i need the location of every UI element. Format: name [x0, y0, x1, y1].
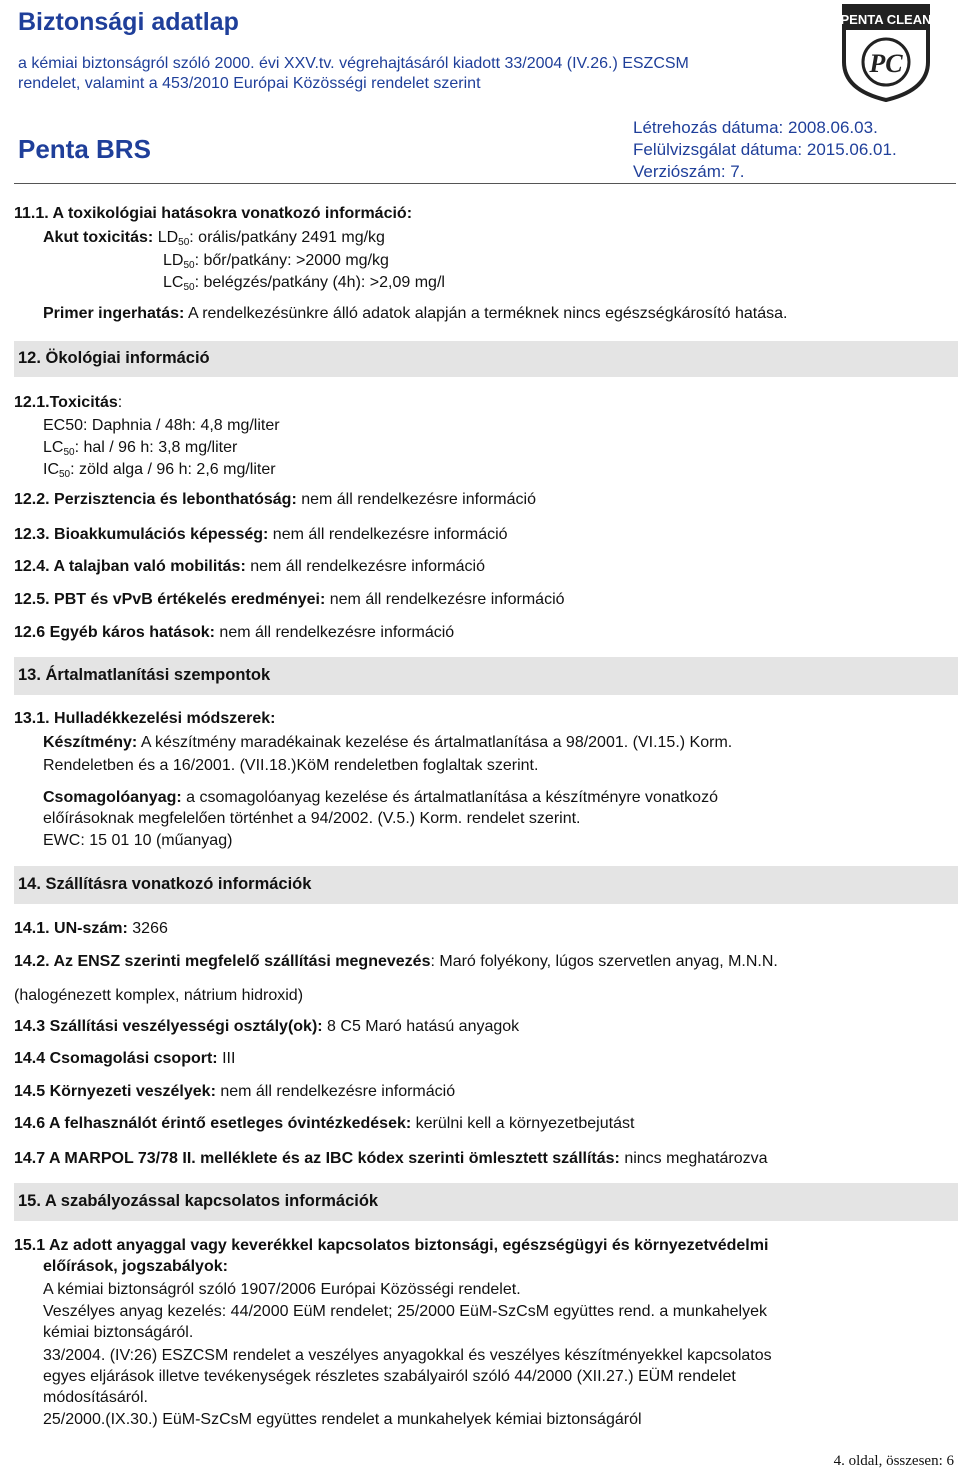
- other-effects: 12.6 Egyéb káros hatások: nem áll rendelkezésre információ: [14, 624, 455, 641]
- regulation-3-cont: egyes eljárások illetve tevékenységek részletes szabályairól szóló 44/2000 (XII.27.) EÜM rendelet: [43, 1368, 736, 1385]
- hazard-class: 14.3 Szállítási veszélyességi osztály(ok): 8 C5 Maró hatású anyagok: [14, 1018, 520, 1035]
- environmental-hazards: 14.5 Környezeti veszélyek: nem áll rendelkezésre információ: [14, 1083, 456, 1100]
- ewc-code: EWC: 15 01 10 (műanyag): [43, 832, 233, 849]
- product-name: Penta BRS: [18, 134, 151, 164]
- review-date: Felülvizsgálat dátuma: 2015.06.01.: [633, 140, 897, 159]
- s13-heading: 13. Ártalmatlanítási szempontok: [18, 666, 271, 684]
- toxicity-heading: 12.1.Toxicitás:: [14, 394, 123, 411]
- regulations-heading-1: 15.1 Az adott anyaggal vagy keverékkel kapcsolatos biztonsági, egészségügyi és környezetvédelmi: [14, 1237, 769, 1254]
- waste-methods-heading: 13.1. Hulladékkezelési módszerek:: [14, 710, 276, 727]
- s14-heading-band: [14, 866, 958, 904]
- penta-clean-logo: [838, 2, 934, 102]
- s14-heading: 14. Szállításra vonatkozó információk: [18, 875, 312, 893]
- page-number: 4. oldal, összesen: 6: [833, 1453, 954, 1469]
- regulation-3: 33/2004. (IV:26) ESZCSM rendelet a veszélyes anyagokkal és veszélyes készítményekkel kapcsolatos: [43, 1347, 772, 1364]
- regulation-2: Veszélyes anyag kezelés: 44/2000 EüM rendelet; 25/2000 EüM-SzCsM együttes rend. a munkahelyek: [43, 1303, 767, 1320]
- packaging-line-2: előírásoknak megfelelően történhet a 94/2002. (V.5.) Korm. rendelet szerint.: [43, 810, 581, 827]
- s12-heading-band: [14, 341, 958, 377]
- ec50-daphnia: EC50: Daphnia / 48h: 4,8 mg/liter: [43, 417, 280, 434]
- packaging-line-1: Csomagolóanyag: a csomagolóanyag kezelése és ártalmatlanítása a készítményre vonatkozó: [43, 789, 718, 806]
- preparation-line-1: Készítmény: A készítmény maradékainak kezelése és ártalmatlanítása a 98/2001. (VI.15.) Korm.: [43, 734, 733, 751]
- s13-heading-band: [14, 657, 958, 695]
- primer-effect: Primer ingerhatás: A rendelkezésünkre álló adatok alapján a terméknek nincs egészségkárosító hatása.: [43, 305, 788, 322]
- pbt-vpvb: 12.5. PBT és vPvB értékelés eredményei: nem áll rendelkezésre információ: [14, 591, 565, 608]
- document-title: Biztonsági adatlap: [18, 8, 239, 36]
- s11-heading: 11.1. A toxikológiai hatásokra vonatkozó információ:: [14, 205, 413, 222]
- regulation-line-2: rendelet, valamint a 453/2010 Európai Közösségi rendelet szerint: [18, 75, 481, 92]
- bioaccumulation: 12.3. Bioakkumulációs képesség: nem áll rendelkezésre információ: [14, 526, 508, 543]
- regulation-3-cont2: módosításáról.: [43, 1389, 148, 1406]
- s15-heading-band: [14, 1183, 958, 1221]
- un-number: 14.1. UN-szám: 3266: [14, 920, 168, 937]
- persistence: 12.2. Perzisztencia és lebonthatóság: nem áll rendelkezésre információ: [14, 491, 536, 508]
- logo-monogram: PC: [869, 49, 903, 78]
- acute-oral: Akut toxicitás: $LD_{50}$: orális/patkány 2491 mg/kg: [43, 229, 385, 248]
- s12-heading: 12. Ökológiai információ: [18, 349, 210, 367]
- regulation-4: 25/2000.(IX.30.) EüM-SzCsM együttes rendelet a munkahelyek kémiai biztonságáról: [43, 1411, 642, 1428]
- shipping-name-cont: (halogénezett komplex, nátrium hidroxid): [14, 987, 304, 1004]
- regulations-heading-2: előírások, jogszabályok:: [43, 1258, 228, 1275]
- acute-inhalation: $LC_{50}$: belégzés/patkány (4h): >2,09 mg/l: [163, 274, 445, 293]
- acute-label: Akut toxicitás:: [43, 229, 154, 246]
- lc50-fish: $LC_{50}$: hal / 96 h: 3,8 mg/liter: [43, 439, 238, 458]
- version-number: Verziószám: 7.: [633, 162, 745, 181]
- packing-group: 14.4 Csomagolási csoport: III: [14, 1050, 236, 1067]
- preparation-line-2: Rendeletben és a 16/2001. (VII.18.)KöM rendeletben foglaltak szerint.: [43, 757, 539, 774]
- regulation-line-1: a kémiai biztonságról szóló 2000. évi XXV.tv. végrehajtásáról kiadott 33/2004 (IV.26.) ESZCSM: [18, 55, 689, 72]
- marpol-transport: 14.7 A MARPOL 73/78 II. melléklete és az IBC kódex szerinti ömlesztett szállítás: nincs meghatározva: [14, 1150, 768, 1167]
- created-date: Létrehozás dátuma: 2008.06.03.: [633, 118, 878, 137]
- soil-mobility: 12.4. A talajban való mobilitás: nem áll rendelkezésre információ: [14, 558, 485, 575]
- ic50-algae: $IC_{50}$: zöld alga / 96 h: 2,6 mg/liter: [43, 461, 276, 480]
- logo-text: PENTA CLEAN: [840, 12, 932, 27]
- acute-dermal: $LD_{50}$: bőr/patkány: >2000 mg/kg: [163, 252, 389, 271]
- s15-heading: 15. A szabályozással kapcsolatos információk: [18, 1192, 379, 1210]
- header-divider: [14, 183, 956, 184]
- regulation-1: A kémiai biztonságról szóló 1907/2006 Európai Közösségi rendelet.: [43, 1281, 521, 1298]
- shipping-name: 14.2. Az ENSZ szerinti megfelelő szállítási megnevezés: Maró folyékony, lúgos szervetlen anyag, M.N.N.: [14, 953, 778, 970]
- regulation-2-cont: kémiai biztonságáról.: [43, 1324, 194, 1341]
- user-precautions: 14.6 A felhasználót érintő esetleges óvintézkedések: kerülni kell a környezetbejutást: [14, 1115, 635, 1132]
